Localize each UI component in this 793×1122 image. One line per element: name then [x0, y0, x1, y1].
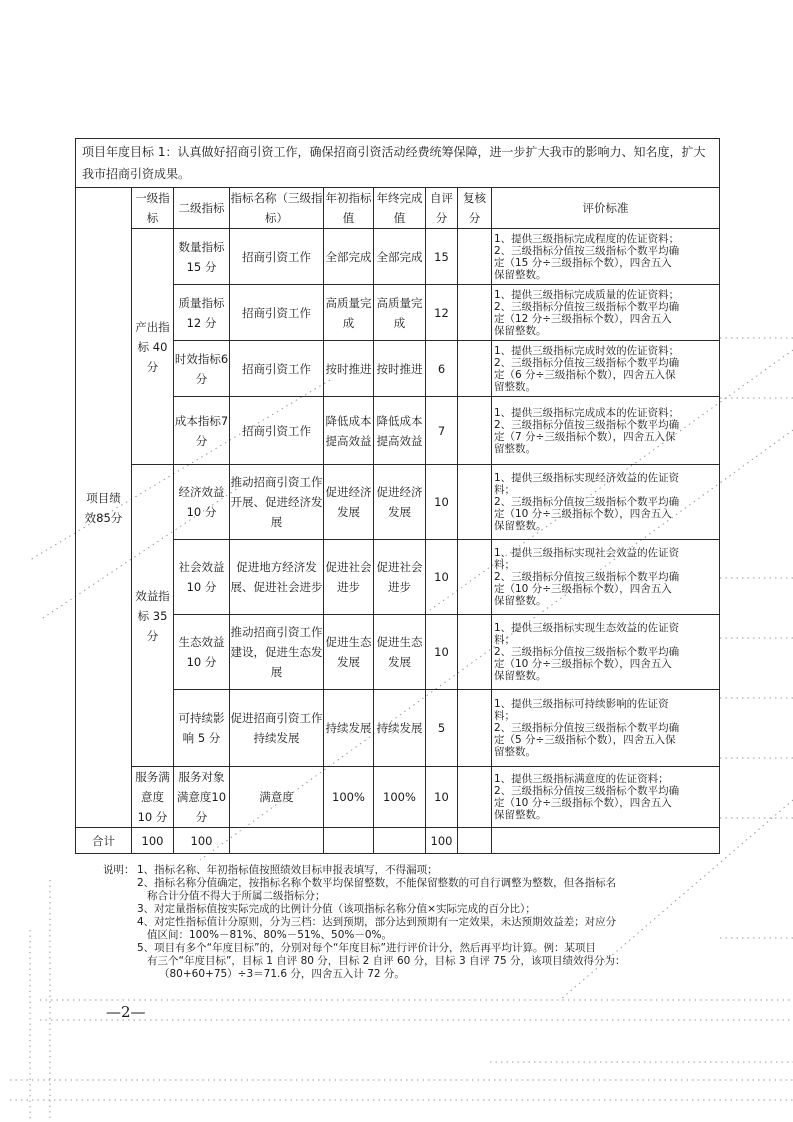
annual-goal-text: 项目年度目标 1：认真做好招商引资工作，确保招商引资活动经费统筹保障，进一步扩大我市的影响力、知名度，扩大我市招商引资成果。	[76, 139, 720, 188]
review-score-cell	[458, 285, 492, 341]
criteria-line: 留整数。	[494, 746, 536, 758]
criteria-line: 1、提供三级指标实现经济效益的佐证资	[494, 472, 680, 484]
criteria-line: 保留整数。	[494, 595, 547, 607]
level2-cell: 时效指标6 分	[174, 341, 230, 397]
indicator-name-cell: 推动招商引资工作开展、促进经济发展	[230, 465, 324, 540]
indicator-name-cell: 满意度	[230, 767, 324, 828]
criteria-line: 定（10 分÷三级指标个数），四舍五入	[494, 797, 672, 809]
criteria-line: 定（5 分÷三级指标个数），四舍五入保	[494, 734, 676, 746]
criteria-line: 保留整数。	[494, 670, 547, 682]
note-text: 3、对定量指标值按实际完成的比例计分值（该项指标名称分值×实际完成的百分比）；	[137, 903, 536, 915]
level2-cell: 数量指标15 分	[174, 229, 230, 285]
criteria-line: 定（10 分÷三级指标个数），四舍五入	[494, 508, 672, 520]
criteria-line: 2、三级指标分值按三级指标个数平均确	[494, 496, 680, 508]
goal-row	[76, 139, 720, 188]
final-value-cell: 持续发展	[374, 690, 426, 767]
service-label-text: 服务满意度 10 分	[135, 770, 170, 824]
criteria-line: 1、提供三级指标可持续影响的佐证资	[494, 698, 669, 710]
initial-value-cell: 高质量完成	[324, 285, 374, 341]
criteria-cell	[492, 615, 720, 690]
criteria-line: 2、三级指标分值按三级指标个数平均确	[494, 646, 680, 658]
criteria-line: 料；	[494, 634, 515, 646]
final-value-cell: 促进经济发展	[374, 465, 426, 540]
indicator-name-cell: 招商引资工作	[230, 397, 324, 465]
note-text: 有三个“年度目标”，目标 1 自评 80 分，目标 2 自评 60 分，目标 3 自评 75 分，该项目绩效得分为：	[147, 955, 626, 967]
criteria-line: 定（12 分÷三级指标个数），四舍五入	[494, 312, 672, 325]
criteria-line: 1、提供三级指标完成程度的佐证资料；	[494, 232, 680, 245]
initial-value-cell: 持续发展	[324, 690, 374, 767]
level2-cell: 生态效益10 分	[174, 615, 230, 690]
criteria-line: 2、三级指标分值按三级指标个数平均确	[494, 356, 680, 369]
level2-cell: 经济效益10 分	[174, 465, 230, 540]
criteria-line: 2、三级指标分值按三级指标个数平均确	[494, 418, 680, 431]
header-level1: 一级指标	[132, 188, 174, 229]
self-score-cell: 5	[426, 690, 458, 767]
review-score-cell	[458, 229, 492, 285]
table-row	[76, 229, 720, 285]
header-row	[76, 188, 720, 229]
review-score-cell	[458, 465, 492, 540]
indicator-name-cell: 促进地方经济发展、促进社会进步	[230, 540, 324, 615]
criteria-line: 保留整数。	[494, 520, 547, 532]
level2-cell: 质量指标12 分	[174, 285, 230, 341]
criteria-line: 料；	[494, 710, 515, 722]
review-score-cell	[458, 767, 492, 828]
initial-value-cell: 降低成本提高效益	[324, 397, 374, 465]
final-value-cell: 按时推进	[374, 341, 426, 397]
criteria-line: 定（15 分÷三级指标个数），四舍五入	[494, 256, 672, 269]
criteria-cell	[492, 540, 720, 615]
note-text: 4、对定性指标值计分原则，分为三档：达到预期，部分达到预期有一定效果，未达预期效益差；对应分	[137, 916, 617, 928]
self-score-cell: 7	[426, 397, 458, 465]
self-score-cell: 15	[426, 229, 458, 285]
initial-value-cell: 促进社会进步	[324, 540, 374, 615]
criteria-cell	[492, 397, 720, 465]
criteria-line: 保留整数。	[494, 809, 547, 821]
review-score-cell	[458, 615, 492, 690]
criteria-cell	[492, 465, 720, 540]
criteria-line: 1、提供三级指标实现社会效益的佐证资	[494, 547, 680, 559]
total-row	[76, 828, 720, 854]
total-label: 合计	[76, 828, 132, 854]
criteria-line: 料；	[494, 484, 515, 496]
initial-value-cell: 促进生态发展	[324, 615, 374, 690]
criteria-cell	[492, 229, 720, 285]
criteria-line: 2、三级指标分值按三级指标个数平均确	[494, 300, 680, 313]
self-score-cell: 10	[426, 465, 458, 540]
criteria-cell	[492, 285, 720, 341]
final-value-cell: 促进社会进步	[374, 540, 426, 615]
self-score-cell: 12	[426, 285, 458, 341]
criteria-line: 定（10 分÷三级指标个数），四舍五入	[494, 583, 672, 595]
level2-cell: 成本指标7 分	[174, 397, 230, 465]
output-indicator-label	[132, 229, 174, 465]
criteria-line: 留整数。	[494, 380, 536, 393]
self-score-cell: 10	[426, 615, 458, 690]
criteria-cell	[492, 341, 720, 397]
explanation-notes	[103, 864, 723, 981]
total-level1: 100	[132, 828, 174, 854]
review-score-cell	[458, 690, 492, 767]
header-final-value: 年终完成值	[374, 188, 426, 229]
criteria-line: 料；	[494, 559, 515, 571]
note-text: 称合计分值不得大于所属二级指标分；	[147, 890, 326, 902]
total-empty	[324, 828, 374, 854]
initial-value-cell: 按时推进	[324, 341, 374, 397]
header-criteria: 评价标准	[492, 188, 720, 229]
project-performance-label	[76, 188, 132, 828]
header-level2: 二级指标	[174, 188, 230, 229]
criteria-line: 保留整数。	[494, 268, 547, 281]
review-score-cell	[458, 397, 492, 465]
criteria-line: 定（7 分÷三级指标个数），四舍五入保	[494, 430, 676, 443]
self-score-cell: 10	[426, 767, 458, 828]
criteria-cell	[492, 767, 720, 828]
criteria-line: 保留整数。	[494, 324, 547, 337]
table-row	[76, 767, 720, 828]
total-empty	[230, 828, 324, 854]
notes-lead: 说明：	[103, 864, 135, 876]
indicator-name-cell: 推动招商引资工作建设，促进生态发展	[230, 615, 324, 690]
total-empty	[458, 828, 492, 854]
performance-table-container	[75, 138, 719, 854]
criteria-line: 2、三级指标分值按三级指标个数平均确	[494, 722, 680, 734]
final-value-cell: 100%	[374, 767, 426, 828]
initial-value-cell: 促进经济发展	[324, 465, 374, 540]
header-indicator-name: 指标名称（三级指标）	[230, 188, 324, 229]
review-score-cell	[458, 341, 492, 397]
indicator-name-cell: 招商引资工作	[230, 229, 324, 285]
total-level2: 100	[174, 828, 230, 854]
note-item	[103, 864, 723, 877]
final-value-cell: 降低成本提高效益	[374, 397, 426, 465]
note-text: 5、项目有多个“年度目标”的，分别对每个“年度目标”进行评价计分，然后再平均计算。例：某项目	[137, 942, 596, 954]
note-text: 1、指标名称、年初指标值按照绩效目标申报表填写，不得漏项；	[137, 864, 438, 876]
service-indicator-label	[132, 767, 174, 828]
benefit-label-text: 效益指标 35 分	[135, 588, 170, 643]
total-empty	[492, 828, 720, 854]
self-score-cell: 6	[426, 341, 458, 397]
final-value-cell: 高质量完成	[374, 285, 426, 341]
header-initial-value: 年初指标值	[324, 188, 374, 229]
note-text: 2、指标名称分值确定，按指标名称个数平均保留整数，不能保留整数的可自行调整为整数，但各指标名	[137, 877, 617, 889]
review-score-cell	[458, 540, 492, 615]
criteria-line: 定（6 分÷三级指标个数），四舍五入保	[494, 368, 676, 381]
criteria-cell	[492, 690, 720, 767]
total-self-score: 100	[426, 828, 458, 854]
criteria-line: 1、提供三级指标完成成本的佐证资料；	[494, 406, 680, 419]
criteria-line: 留整数。	[494, 442, 536, 455]
performance-evaluation-table	[75, 138, 720, 854]
note-text: 值区间：100%－81%、80%－51%、50%－0%。	[147, 929, 393, 941]
criteria-line: 定（10 分÷三级指标个数），四舍五入	[494, 658, 672, 670]
criteria-line: 2、三级指标分值按三级指标个数平均确	[494, 571, 680, 583]
total-empty	[374, 828, 426, 854]
header-review-score: 复核分	[458, 188, 492, 229]
header-self-score: 自评分	[426, 188, 458, 229]
self-score-cell: 10	[426, 540, 458, 615]
table-row	[76, 465, 720, 540]
page-number: —2—	[106, 1003, 146, 1021]
initial-value-cell: 100%	[324, 767, 374, 828]
level2-cell: 社会效益10 分	[174, 540, 230, 615]
criteria-line: 1、提供三级指标完成时效的佐证资料；	[494, 344, 680, 357]
indicator-name-cell: 招商引资工作	[230, 285, 324, 341]
criteria-line: 1、提供三级指标实现生态效益的佐证资	[494, 622, 680, 634]
initial-value-cell: 全部完成	[324, 229, 374, 285]
level2-cell: 服务对象满意度10 分	[174, 767, 230, 828]
indicator-name-cell: 招商引资工作	[230, 341, 324, 397]
indicator-name-cell: 促进招商引资工作持续发展	[230, 690, 324, 767]
final-value-cell: 全部完成	[374, 229, 426, 285]
output-label-text: 产出指标 40 分	[135, 319, 170, 374]
group-label: 项目绩效85分	[84, 490, 123, 525]
note-text: （80+60+75）÷3＝71.6 分，四舍五入计 72 分。	[159, 968, 405, 980]
criteria-line: 1、提供三级指标完成质量的佐证资料；	[494, 288, 680, 301]
benefit-indicator-label	[132, 465, 174, 767]
final-value-cell: 促进生态发展	[374, 615, 426, 690]
criteria-line: 1、提供三级指标满意度的佐证资料；	[494, 773, 669, 785]
criteria-line: 2、三级指标分值按三级指标个数平均确	[494, 244, 680, 257]
level2-cell: 可持续影响 5 分	[174, 690, 230, 767]
criteria-line: 2、三级指标分值按三级指标个数平均确	[494, 785, 680, 797]
